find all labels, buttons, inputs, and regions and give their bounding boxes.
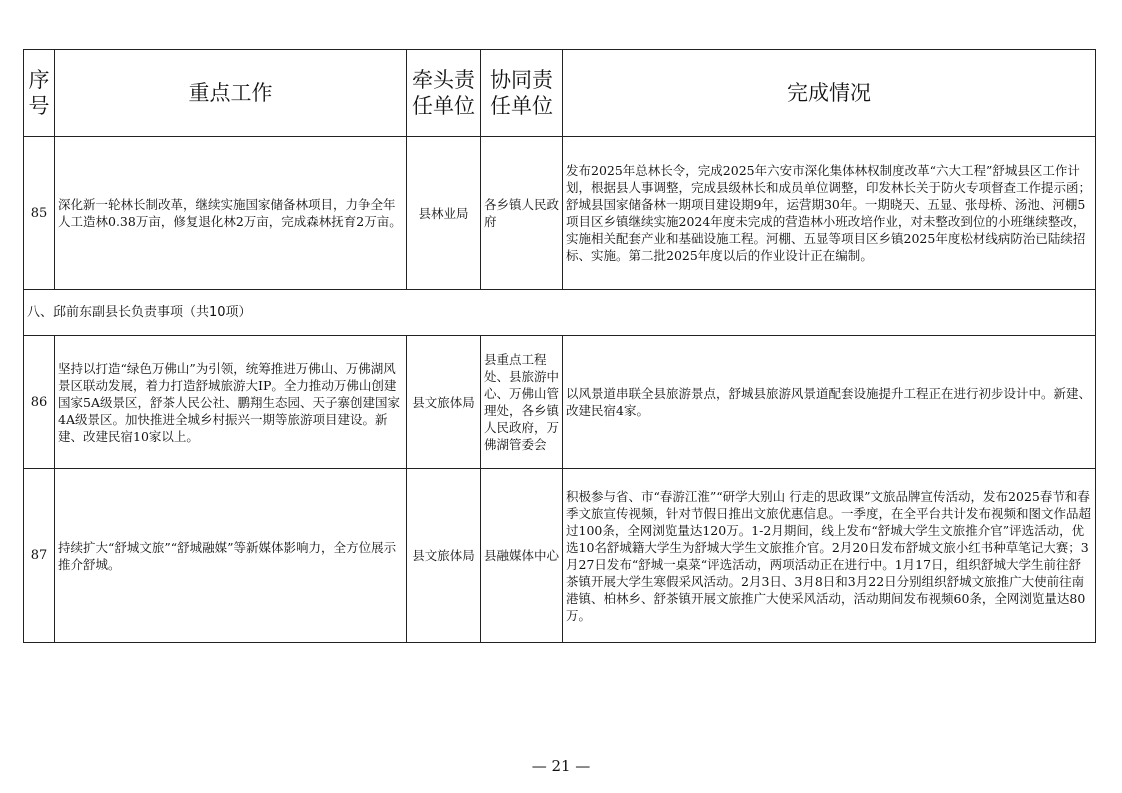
header-completion-status: 完成情况 bbox=[563, 50, 1096, 137]
row-completion-status: 以风景道串联全县旅游景点，舒城县旅游风景道配套设施提升工程正在进行初步设计中。新建、改建民宿4家。 bbox=[563, 336, 1096, 469]
section-title: 八、邱前东副县长负责事项（共10项） bbox=[24, 290, 1096, 336]
row-assist-unit: 县重点工程处、县旅游中心、万佛山管理处，各乡镇人民政府，万佛湖管委会 bbox=[481, 336, 563, 469]
table-header-row bbox=[24, 50, 1096, 137]
row-key-work: 深化新一轮林长制改革，继续实施国家储备林项目，力争全年人工造林0.38万亩，修复退化林2万亩，完成森林抚育2万亩。 bbox=[55, 137, 407, 290]
row-lead-unit: 县文旅体局 bbox=[407, 469, 481, 643]
row-lead-unit: 县林业局 bbox=[407, 137, 481, 290]
row-assist-unit: 各乡镇人民政府 bbox=[481, 137, 563, 290]
row-key-work: 持续扩大“舒城文旅”“舒城融媒”等新媒体影响力，全方位展示推介舒城。 bbox=[55, 469, 407, 643]
row-completion-status: 积极参与省、市“春游江淮”“研学大别山 行走的思政课”文旅品牌宣传活动，发布2025春节和春季文旅宣传视频，针对节假日推出文旅优惠信息。一季度，在全平台共计发布视频和图文作品超过100条，全网浏览量达120万。1-2月期间，线上发布“舒城大学生文旅推介官”评选活动，优选10名舒城籍大学生为舒城大学生文旅推介官。2月20日发布舒城文旅小红书种草笔记大赛；3月27日发布“舒城一桌菜“评选活动，两项活动正在进行中。1月17日，组织舒城大学生前往舒茶镇开展大学生寒假采风活动。2月3日、3月8日和3月22日分别组织舒城文旅推广大使前往南港镇、柏林乡、舒茶镇开展文旅推广大使采风活动，活动期间发布视频60条，全网浏览量达80万。 bbox=[563, 469, 1096, 643]
header-assist-unit: 协同责任单位 bbox=[481, 50, 563, 137]
work-progress-table bbox=[23, 49, 1096, 643]
row-serial-number: 85 bbox=[24, 137, 55, 290]
header-key-work: 重点工作 bbox=[55, 50, 407, 137]
section-row bbox=[24, 290, 1096, 336]
row-lead-unit: 县文旅体局 bbox=[407, 336, 481, 469]
row-completion-status: 发布2025年总林长令，完成2025年六安市深化集体林权制度改革“六大工程”舒城县区工作计划，根据县人事调整，完成县级林长和成员单位调整，印发林长关于防火专项督查工作提示函；舒城县国家储备林一期项目建设期9年，运营期30年。一期晓天、五显、张母桥、汤池、河棚5项目区乡镇继续实施2024年度未完成的营造林小班改培作业，对未整改到位的小班继续整改，实施相关配套产业和基础设施工程。河棚、五显等项目区乡镇2025年度松材线病防治已陆续招标、实施。第二批2025年度以后的作业设计正在编制。 bbox=[563, 137, 1096, 290]
row-assist-unit: 县融媒体中心 bbox=[481, 469, 563, 643]
row-serial-number: 86 bbox=[24, 336, 55, 469]
table-row bbox=[24, 336, 1096, 469]
table-row bbox=[24, 469, 1096, 643]
table-row bbox=[24, 137, 1096, 290]
page-number: — 21 — bbox=[531, 757, 591, 775]
row-key-work: 坚持以打造“绿色万佛山”为引领，统筹推进万佛山、万佛湖风景区联动发展，着力打造舒城旅游大IP。全力推动万佛山创建国家5A级景区，舒茶人民公社、鹏翔生态园、天子寨创建国家4A级景区。加快推进全城乡村振兴一期等旅游项目建设。新建、改建民宿10家以上。 bbox=[55, 336, 407, 469]
row-serial-number: 87 bbox=[24, 469, 55, 643]
header-lead-unit: 牵头责任单位 bbox=[407, 50, 481, 137]
header-serial-number: 序号 bbox=[24, 50, 55, 137]
